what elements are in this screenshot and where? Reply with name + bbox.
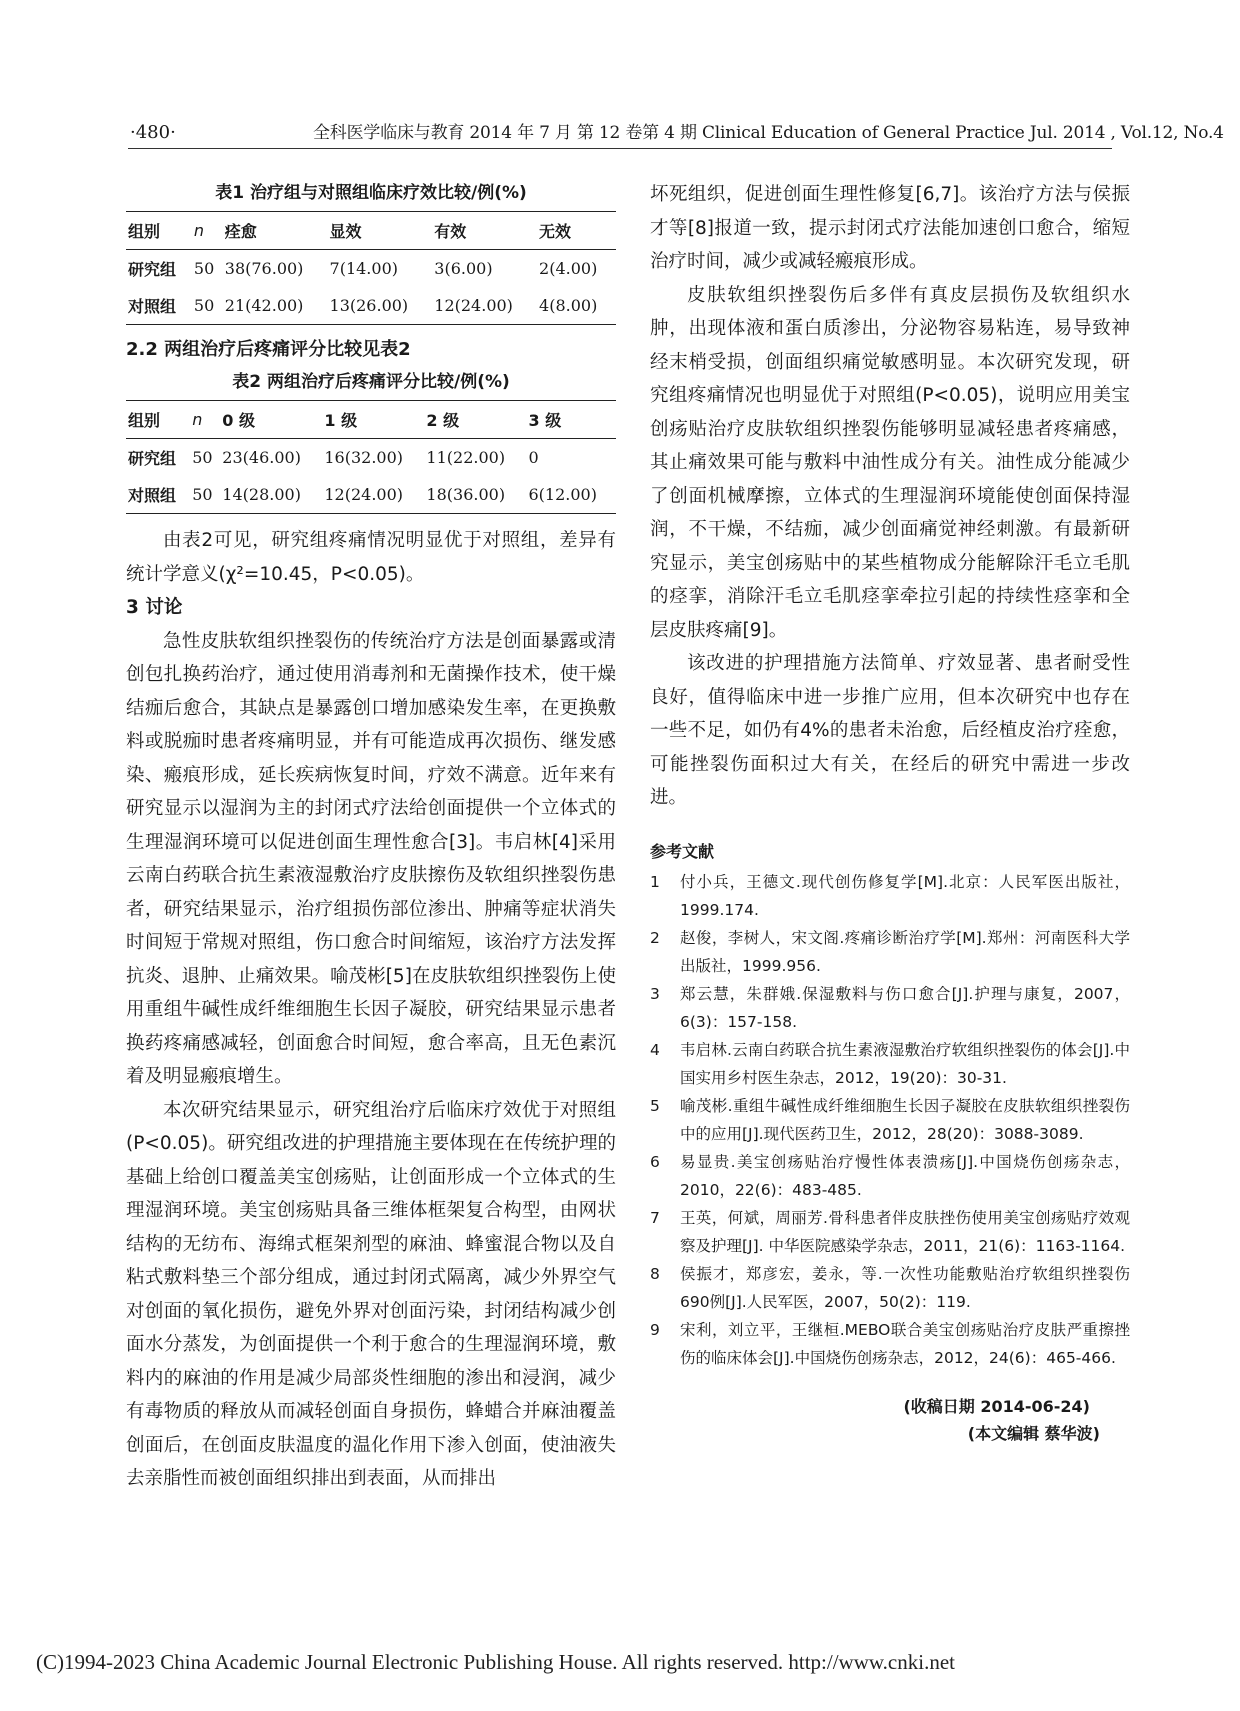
references-list: [650, 868, 1130, 1372]
table2-result-paragraph: 由表2可见，研究组疼痛情况明显优于对照组，差异有统计学意义(χ²=10.45，P<0.05)。: [126, 530, 616, 585]
table-cell: 11(22.00): [426, 448, 506, 467]
table-cell: 7(14.00): [329, 259, 398, 278]
reference-item: [650, 980, 1130, 1036]
table-cell: 50: [192, 485, 213, 504]
copyright-footer: (C)1994-2023 China Academic Journal Electronic Publishing House. All rights reserved. http://www.cnki.net: [36, 1650, 955, 1674]
reference-text: 宋利，刘立平，王继桓.MEBO联合美宝创疡贴治疗皮肤严重擦挫伤的临床体会[J].中国烧伤创疡杂志，2012，24(6)：465-466.: [680, 1320, 1130, 1367]
table1-col-group: 组别: [128, 222, 161, 241]
table2-title: 表2 两组治疗后疼痛评分比较/例(%): [232, 372, 510, 392]
table2-col-n: n: [192, 410, 203, 429]
conclusion-paragraph: 该改进的护理措施方法简单、疗效显著、患者耐受性良好，值得临床中进一步推广应用，但本次研究中也存在一些不足，如仍有4%的患者未治愈，后经植皮治疗痊愈，可能挫裂伤面积过大有关，在经后的研究中需进一步改进。: [650, 653, 1130, 808]
table-cell: 13(26.00): [329, 296, 409, 315]
table-cell: 14(28.00): [222, 485, 301, 504]
reference-number: 4: [650, 1040, 660, 1059]
section3-heading: 3 讨论: [126, 597, 183, 618]
reference-text: 王英，何斌，周丽芳.骨科患者伴皮肤挫伤使用美宝创疡贴疗效观察及护理[J]. 中华医院感染学杂志，2011，21(6)：1163-1164.: [680, 1208, 1130, 1255]
table-cell: 对照组: [128, 486, 177, 505]
reference-item: [650, 924, 1130, 980]
right-column: [650, 178, 1130, 1444]
table-cell: 12(24.00): [434, 296, 513, 315]
reference-number: 7: [650, 1208, 660, 1227]
reference-item: [650, 1204, 1130, 1260]
table2-col-group: 组别: [128, 411, 161, 430]
table-cell: 50: [192, 448, 213, 467]
reference-item: [650, 1092, 1130, 1148]
references-heading: 参考文献: [650, 841, 715, 861]
reference-number: 3: [650, 984, 660, 1003]
table-cell: 研究组: [128, 260, 177, 279]
discussion-paragraph-1: 急性皮肤软组织挫裂伤的传统治疗方法是创面暴露或清创包扎换药治疗，通过使用消毒剂和无菌操作技术，使干燥结痂后愈合，其缺点是暴露创口增加感染发生率，在更换敷料或脱痂时患者疼痛明显，并有可能造成再次损伤、继发感染、瘢痕形成，延长疾病恢复时间，疗效不满意。近年来有研究显示以湿润为主的封闭式疗法给创面提供一个立体式的生理湿润环境可以促进创面生理性愈合[3]。韦启林[4]采用云南白药联合抗生素液湿敷治疗皮肤擦伤及软组织挫裂伤患者，研究结果显示，治疗组损伤部位渗出、肿痛等症状消失时间短于常规对照组，伤口愈合时间缩短，该治疗方法发挥抗炎、退肿、止痛效果。喻茂彬[5]在皮肤软组织挫裂伤上使用重组牛碱性成纤维细胞生长因子凝胶，研究结果显示患者换药疼痛感减轻，创面愈合时间短，愈合率高，且无色素沉着及明显瘢痕增生。: [126, 630, 616, 1087]
reference-text: 郑云慧，朱群娥.保湿敷料与伤口愈合[J].护理与康复，2007，6(3)：157-158.: [680, 984, 1130, 1031]
reference-number: 5: [650, 1096, 660, 1115]
received-date: (收稿日期 2014-06-24): [903, 1396, 1090, 1416]
table-cell: 对照组: [128, 297, 177, 316]
table-cell: 38(76.00): [224, 259, 304, 278]
table-row: [126, 250, 616, 288]
table1-col-cured: 痊愈: [224, 222, 257, 241]
table2-col-grade0: 0 级: [222, 411, 256, 430]
discussion-paragraph-2: 本次研究结果显示，研究组治疗后临床疗效优于对照组(P<0.05)。研究组改进的护理措施主要体现在在传统护理的基础上给创口覆盖美宝创疡贴，让创面形成一个立体式的生理湿润环境。美宝创疡贴具备三维体框架复合构型，由网状结构的无纺布、海绵式框架剂型的麻油、蜂蜜混合物以及自粘式敷料垫三个部分组成，通过封闭式隔离，减少外界空气对创面的氧化损伤，避免外界对创面污染，封闭结构减少创面水分蒸发，为创面提供一个利于愈合的生理湿润环境，敷料内的麻油的作用是减少局部炎性细胞的渗出和浸润，减少有毒物质的释放从而减轻创面自身损伤，蜂蜡合并麻油覆盖创面后，在创面皮肤温度的温化作用下渗入创面，使油液失去亲脂性而被创面组织排出到表面，从而排出: [126, 1099, 616, 1489]
table1-col-ineffective: 无效: [539, 222, 572, 241]
reference-number: 9: [650, 1320, 660, 1339]
journal-header: 全科医学临床与教育 2014 年 7 月 第 12 卷第 4 期 Clinical Education of General Practice Jul. 2014 , Vol.12, No.4: [313, 123, 1224, 143]
discussion-continued-paragraph: 坏死组织，促进创面生理性修复[6,7]。该治疗方法与侯振才等[8]报道一致，提示封闭式疗法能加速创口愈合，缩短治疗时间，减少或减轻瘢痕形成。: [650, 184, 1130, 272]
reference-text: 赵俊，李树人，宋文阁.疼痛诊断治疗学[M].郑州：河南医科大学出版社，1999.956.: [680, 928, 1130, 975]
table-cell: 50: [193, 259, 215, 278]
reference-item: [650, 1148, 1130, 1204]
table-cell: 12(24.00): [324, 485, 404, 504]
reference-item: [650, 1316, 1130, 1372]
reference-item: [650, 868, 1130, 924]
table2-header-row: [126, 401, 616, 439]
reference-text: 韦启林.云南白药联合抗生素液湿敷治疗软组织挫裂伤的体会[J].中国实用乡村医生杂志，2012，19(20)：30-31.: [680, 1040, 1130, 1087]
reference-number: 8: [650, 1264, 660, 1283]
table1: [126, 211, 616, 325]
reference-item: [650, 1036, 1130, 1092]
table1-title: 表1 治疗组与对照组临床疗效比较/例(%): [215, 183, 527, 203]
editor-credit: (本文编辑 蔡华波): [967, 1423, 1100, 1443]
reference-number: 2: [650, 928, 660, 947]
table-cell: 50: [193, 296, 215, 315]
table-row: [126, 476, 616, 514]
reference-text: 易显贵.美宝创疡贴治疗慢性体表溃疡[J].中国烧伤创疡杂志，2010，22(6)：483-485.: [680, 1152, 1130, 1199]
reference-text: 喻茂彬.重组牛碱性成纤维细胞生长因子凝胶在皮肤软组织挫裂伤中的应用[J].现代医药卫生，2012，28(20)：3088-3089.: [680, 1096, 1130, 1143]
table2-col-grade3: 3 级: [528, 411, 562, 430]
subsection-2-2-heading: 2.2 两组治疗后疼痛评分比较见表2: [126, 339, 411, 360]
table1-header-row: [126, 212, 616, 250]
table2: [126, 400, 616, 514]
table1-col-marked: 显效: [329, 222, 362, 241]
header-rule: [128, 148, 1112, 149]
table-cell: 21(42.00): [224, 296, 304, 315]
table-cell: 2(4.00): [539, 259, 598, 278]
table2-col-grade1: 1 级: [324, 411, 358, 430]
table-cell: 研究组: [128, 449, 177, 468]
table-cell: 0: [528, 448, 539, 467]
table-row: [126, 287, 616, 325]
table2-col-grade2: 2 级: [426, 411, 460, 430]
reference-item: [650, 1260, 1130, 1316]
reference-text: 付小兵，王德文.现代创伤修复学[M].北京：人民军医出版社，1999.174.: [680, 872, 1130, 919]
reference-text: 侯振才，郑彦宏，姜永，等.一次性功能敷贴治疗软组织挫裂伤690例[J].人民军医，2007，50(2)：119.: [680, 1264, 1130, 1311]
table-row: [126, 439, 616, 477]
table1-col-n: n: [193, 221, 205, 240]
table-cell: 3(6.00): [434, 259, 493, 278]
table-cell: 16(32.00): [324, 448, 404, 467]
left-column: [126, 178, 616, 1496]
page-number: ·480·: [130, 122, 176, 143]
table-cell: 6(12.00): [528, 485, 597, 504]
pain-discussion-paragraph: 皮肤软组织挫裂伤后多伴有真皮层损伤及软组织水肿，出现体液和蛋白质渗出，分泌物容易粘连，易导致神经末梢受损，创面组织痛觉敏感明显。本次研究发现，研究组疼痛情况也明显优于对照组(P<0.05)，说明应用美宝创疡贴治疗皮肤软组织挫裂伤能够明显减轻患者疼痛感，其止痛效果可能与敷料中油性成分有关。油性成分能减少了创面机械摩擦，立体式的生理湿润环境能使创面保持湿润，不干燥，不结痂，减少创面痛觉神经刺激。有最新研究显示，美宝创疡贴中的某些植物成分能解除汗毛立毛肌的痉挛，消除汗毛立毛肌痉挛牵拉引起的持续性痉挛和全层皮肤疼痛[9]。: [650, 284, 1130, 641]
table-cell: 4(8.00): [539, 296, 598, 315]
table-cell: 23(46.00): [222, 448, 301, 467]
reference-number: 1: [650, 872, 660, 891]
table1-col-effective: 有效: [434, 222, 467, 241]
reference-number: 6: [650, 1152, 660, 1171]
table-cell: 18(36.00): [426, 485, 506, 504]
